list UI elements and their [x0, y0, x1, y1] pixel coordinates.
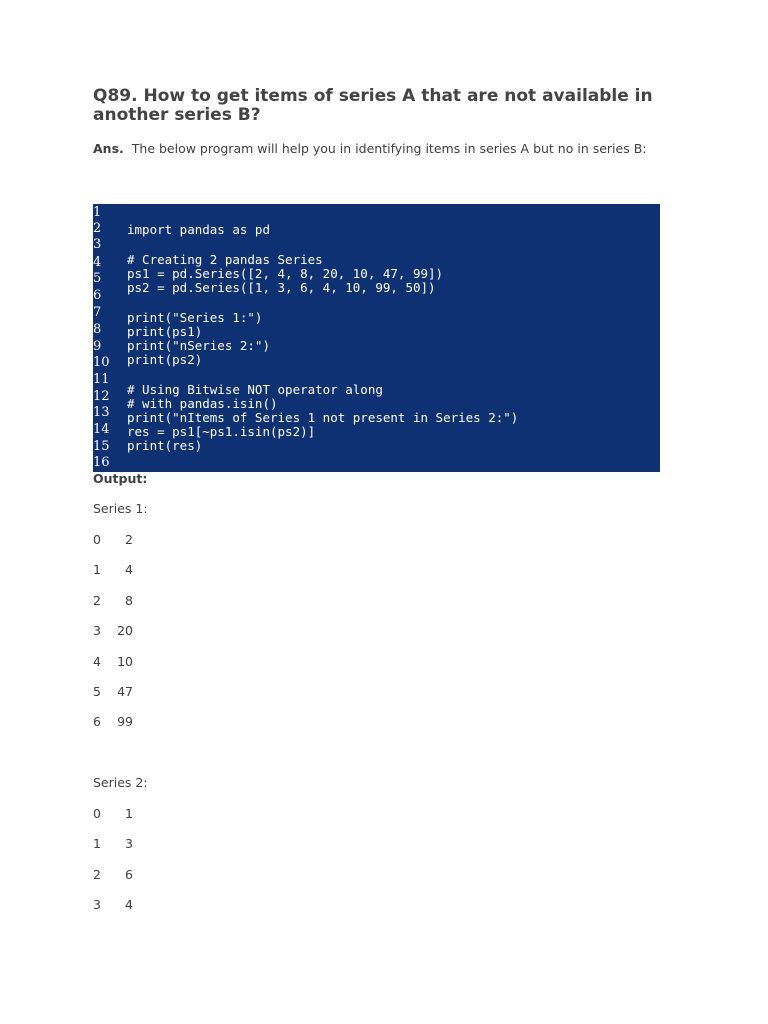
row-value: 3	[125, 836, 133, 851]
question-heading: Q89. How to get items of series A that are not available in another series B?	[93, 86, 653, 125]
series1-row	[93, 593, 133, 608]
code-line: print("nSeries 2:")	[127, 338, 270, 353]
code-line: # with pandas.isin()	[127, 396, 278, 411]
row-value: 10	[117, 654, 133, 669]
row-value: 4	[125, 562, 133, 577]
row-value: 8	[125, 593, 133, 608]
answer-label: Ans.	[93, 141, 124, 156]
row-value: 4	[125, 897, 133, 912]
line-number: 13	[93, 405, 110, 420]
row-index: 2	[93, 593, 101, 608]
line-number: 16	[93, 455, 110, 470]
line-number: 14	[93, 422, 110, 437]
series1-title: Series 1:	[93, 501, 148, 516]
series2-row	[93, 867, 133, 882]
series1-row	[93, 532, 133, 547]
row-index: 1	[93, 562, 101, 577]
row-index: 4	[93, 654, 101, 669]
row-value: 2	[125, 532, 133, 547]
line-number: 5	[93, 271, 102, 286]
line-number: 8	[93, 322, 102, 337]
line-number: 6	[93, 288, 102, 303]
row-index: 3	[93, 897, 101, 912]
row-index: 0	[93, 532, 101, 547]
series1-row	[93, 714, 133, 729]
code-line: print(res)	[127, 438, 203, 453]
row-value: 1	[125, 806, 133, 821]
code-line: ps2 = pd.Series([1, 3, 6, 4, 10, 99, 50])	[127, 280, 436, 295]
code-line: res = ps1[~ps1.isin(ps2)]	[127, 424, 316, 439]
code-line: print("nItems of Series 1 not present in Series 2:")	[127, 410, 519, 425]
row-index: 2	[93, 867, 101, 882]
line-number: 4	[93, 255, 102, 270]
code-line: # Using Bitwise NOT operator along	[127, 382, 383, 397]
series2-row	[93, 897, 133, 912]
code-line: ps1 = pd.Series([2, 4, 8, 20, 10, 47, 99])	[127, 266, 444, 281]
series1-row	[93, 684, 133, 699]
output-label: Output:	[93, 471, 148, 486]
row-value: 20	[117, 623, 133, 638]
row-value: 99	[117, 714, 133, 729]
row-index: 1	[93, 836, 101, 851]
answer-text: The below program will help you in identifying items in series A but no in series B:	[131, 141, 647, 156]
line-number: 9	[93, 339, 102, 354]
code-line: print(ps2)	[127, 352, 203, 367]
row-value: 47	[117, 684, 133, 699]
row-index: 3	[93, 623, 101, 638]
line-number: 11	[93, 372, 110, 387]
code-line: print("Series 1:")	[127, 310, 263, 325]
line-number: 3	[93, 237, 102, 252]
series2-title: Series 2:	[93, 775, 148, 790]
code-block	[93, 204, 660, 472]
line-number: 15	[93, 439, 110, 454]
line-number: 7	[93, 305, 102, 320]
code-line: import pandas as pd	[127, 222, 270, 237]
series1-row	[93, 562, 133, 577]
row-value: 6	[125, 867, 133, 882]
line-number: 12	[93, 389, 110, 404]
row-index: 5	[93, 684, 101, 699]
code-line: # Creating 2 pandas Series	[127, 252, 323, 267]
code-line: print(ps1)	[127, 324, 203, 339]
series1-row	[93, 623, 133, 638]
row-index: 6	[93, 714, 101, 729]
row-index: 0	[93, 806, 101, 821]
answer-paragraph	[93, 141, 647, 156]
line-number: 10	[93, 355, 110, 370]
series2-row	[93, 806, 133, 821]
line-number: 2	[93, 221, 102, 236]
series1-row	[93, 654, 133, 669]
series2-row	[93, 836, 133, 851]
line-number: 1	[93, 205, 102, 220]
